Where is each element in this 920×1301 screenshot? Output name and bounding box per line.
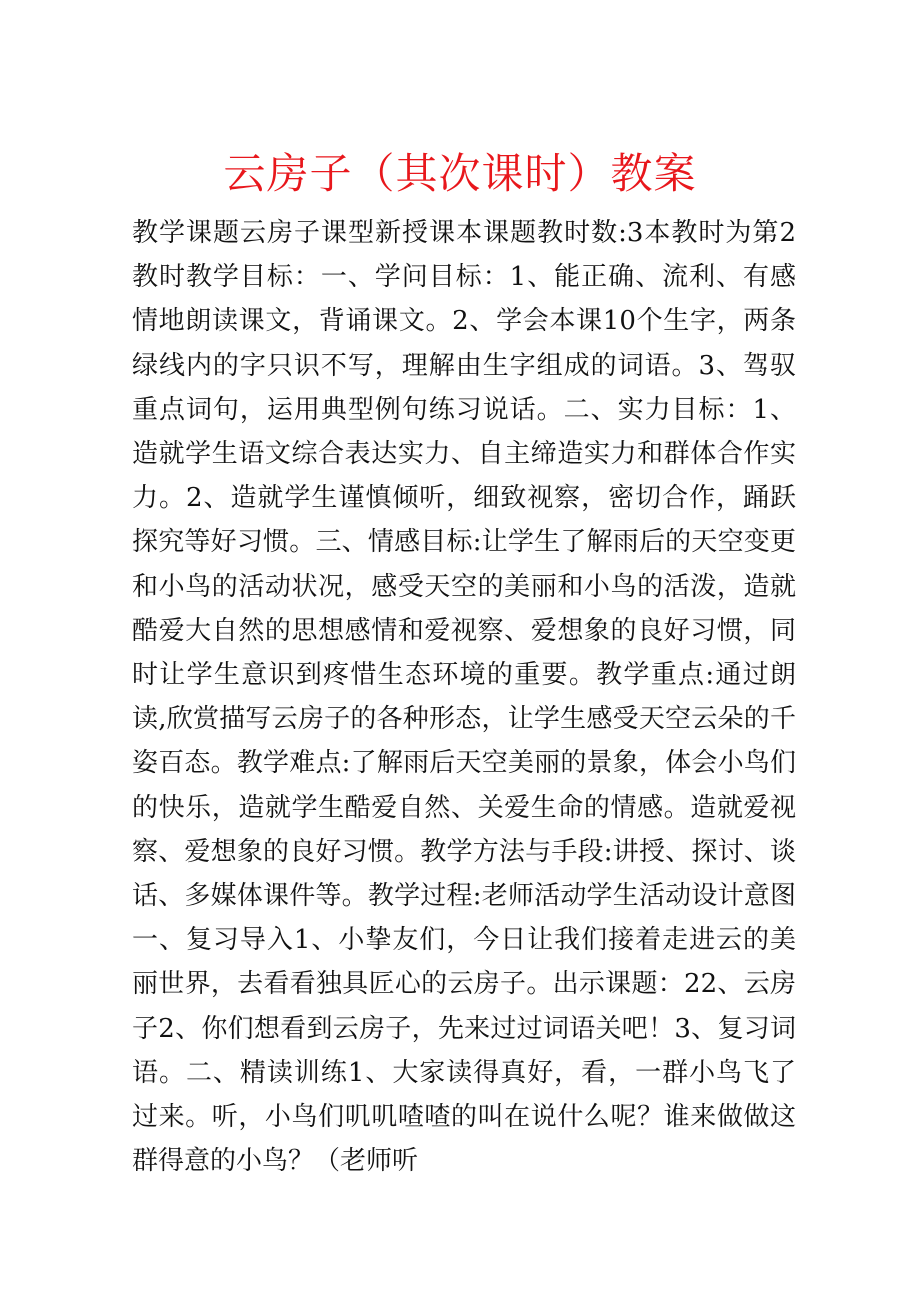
document-title: 云房子（其次课时）教案 xyxy=(223,149,697,198)
document-body-paragraph: 教学课题云房子课型新授课本课题教时数:3本教时为第2教时教学目标：一、学问目标：1、能正确、流利、有感情地朗读课文，背诵课文。2、学会本课10个生字，两条绿线内的字只识不写，理解由生字组成的词语。3、驾驭重点词句，运用典型例句练习说话。二、实力目标：1、造就学生语文综合表达实力、自主缔造实力和群体合作实力。2、造就学生谨慎倾听，细致视察，密切合作，踊跃探究等好习惯。三、情感目标:让学生了解雨后的天空变更和小鸟的活动状况，感受天空的美丽和小鸟的活泼，造就酷爱大自然的思想感情和爱视察、爱想象的良好习惯，同时让学生意识到疼惜生态环境的重要。教学重点:通过朗读,欣赏描写云房子的各种形态，让学生感受天空云朵的千姿百态。教学难点:了解雨后天空美丽的景象，体会小鸟们的快乐，造就学生酷爱自然、关爱生命的情感。造就爱视察、爱想象的良好习惯。教学方法与手段:讲授、探讨、谈话、多媒体课件等。教学过程:老师活动学生活动设计意图一、复习导入1、小挚友们，今日让我们接着走进云的美丽世界，去看看独具匠心的云房子。出示课题：22、云房子2、你们想看到云房子，先来过过词语关吧！3、复习词语。二、精读训练1、大家读得真好，看，一群小鸟飞了过来。听，小鸟们叽叽喳喳的叫在说什么呢？谁来做做这群得意的小鸟？（老师听 xyxy=(132,218,796,1177)
